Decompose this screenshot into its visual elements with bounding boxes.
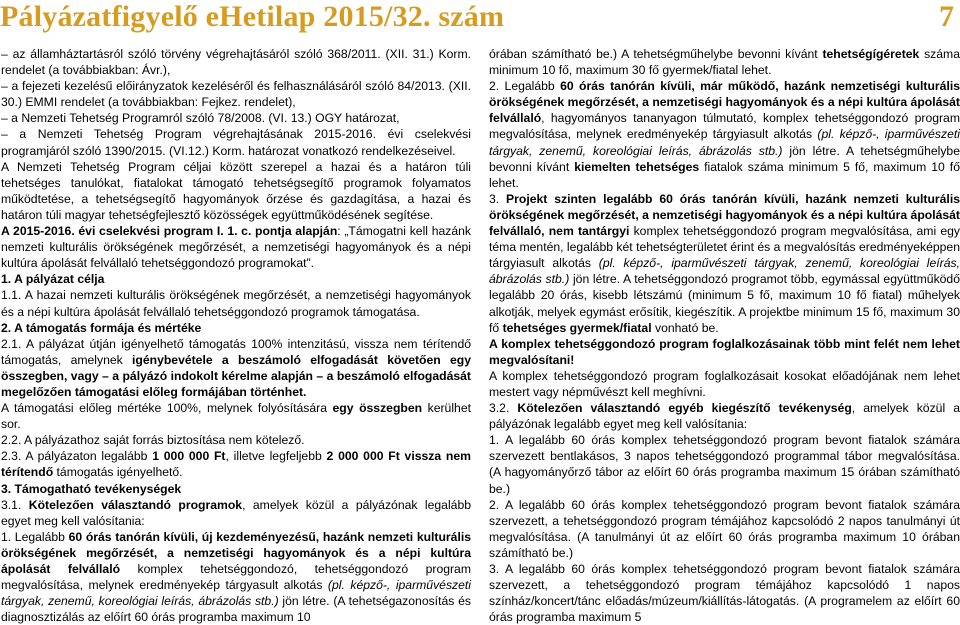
- text-bold: Kötelezően választandó egyéb kiegészítő tevékenység: [517, 401, 852, 416]
- text-bold: kiemelten tehetséges: [574, 159, 700, 174]
- text: , hagyományos tananyagon túlmutató, komplex tehetséggondozó program megvalósítása, melynek eredményekép tárgyiasult alkotás: [489, 111, 960, 142]
- text: kerülhet sor.: [1, 401, 471, 432]
- text: komplex tehetséggondozó, tehetséggondozó program megvalósítása, melynek eredményekép tárgyasult alkotás: [1, 562, 471, 593]
- max-amount: 2 000 000 Ft vissza nem térítendő: [1, 449, 471, 480]
- text: támogatás igényelhető.: [53, 465, 183, 480]
- heading-goal: 1. A pályázat célja: [1, 272, 105, 287]
- text-bold: Kötelezően választandó programok: [28, 497, 243, 512]
- newsletter-title: Pályázatfigyelő eHetilap 2015/32. szám: [0, 0, 505, 33]
- text-bold: Projekt szinten legalább 60 órás tanórán kívüli, hazánk nemzeti kulturális örökségének megőrzését, a nemzetiségi hagyományok és a népi kultúra ápolását felvállaló, nem tantárgyi: [489, 191, 960, 239]
- paragraph-support-form: [1, 336, 471, 400]
- paragraph-program: [1, 223, 471, 271]
- text: komplex tehetséggondozó program megvalósítása, ami egy téma mentén, legalább két tehetségterületet érint és a megvalósítás eredményeképpen tárgyiasult alkotás: [489, 224, 960, 271]
- paragraph-option-1: [1, 529, 471, 625]
- text: , amelyek közül a pályázónak legalább egyet meg kell valósítania:: [1, 497, 472, 528]
- page-header: [0, 0, 960, 40]
- text: A támogatási előleg mértéke 100%, melynek folyósítására: [1, 401, 333, 416]
- program-quote: : „Támogatni kell hazánk nemzeti kulturális örökségének megőrzését, a nemzetiségi hagyományok és a népi kultúra ápolását felvállaló tehetséggondozó programokat”.: [1, 224, 471, 271]
- legal-ref-3: – a Nemzeti Tehetség Programról szóló 78/2008. (VI. 13.) OGY határozat,: [1, 111, 400, 126]
- text-bold: egy összegben: [332, 401, 423, 416]
- page-number: 7: [939, 0, 954, 33]
- paragraph-mandatory: [1, 497, 471, 529]
- paragraph-advance: [1, 400, 471, 432]
- text-bold: tehetségígéretek: [822, 47, 920, 61]
- text: 3.2.: [489, 401, 518, 416]
- min-amount: 1 000 000 Ft: [152, 449, 226, 464]
- right-column: [489, 46, 960, 625]
- text-italic: (pl. képző-, iparművészeti tárgyak, zenemű, koreológiai leírás, ábrázolás stb.): [489, 127, 960, 158]
- heading-activities: 3. Támogatható tevékenységek: [1, 481, 182, 496]
- text: jön létre. (A tehetségazonosítás és diagnosztizálás az előírt 60 órás programba maximum 10: [1, 594, 471, 625]
- paragraph-supp-3: 3. A legalább 60 órás komplex tehetséggondozó program bevont fiatalok számára szervezett, a tehetséggondozó program témájához kapcsolódó 1 napos színház/koncert/tánc előadás/múzeum/kiállítás-látogatás. (A programelem az előírt 60 órás programba maximum 5: [489, 562, 960, 625]
- text: 2. Legalább: [489, 79, 561, 94]
- text-italic: (pl. képző-, iparművészeti tárgyak, zenemű, koreológiai leírás, ábrázolás stb.): [489, 256, 960, 287]
- paragraph-warning: A komplex tehetséggondozó program foglalkozásainak több mint felét nem lehet megvalósítani!: [489, 336, 960, 367]
- left-column: [1, 46, 471, 625]
- legal-ref-4: – a Nemzeti Tehetség Program végrehajtásának 2015-2016. évi cselekvési programjáról szóló 1390/2015. (VI.12.) Korm. határozat vonatkozó rendelkezéseivel.: [1, 127, 471, 158]
- legal-ref-1: – az államháztartásról szóló törvény végrehajtásáról szóló 368/2011. (XII. 31.) Korm. rendelet (a továbbiakban: Ávr.),: [1, 47, 471, 78]
- text: száma minimum 10 fő, maximum 30 fő gyermek/fiatal lehet.: [489, 47, 960, 78]
- text-bold: 60 órás tanórán kívüli, már működő, hazánk nemzetiségi kulturális örökségének megőrzését, a nemzetiségi hagyományok és a népi kultúra ápolását felvállaló: [489, 79, 960, 126]
- text: , illetve legfeljebb: [225, 449, 327, 464]
- text: 2.3. A pályázaton legalább: [1, 449, 153, 464]
- text-bold: 60 órás tanórán kívüli, új kezdeményezésű, hazánk nemzeti kulturális örökségének megőrzését, a nemzetiségi hagyományok és a népi kultúra ápolását felvállaló: [1, 529, 472, 576]
- text: jön létre. A tehetséggondozó programot több, egymással együttműködő legalább 20 órás, kisebb létszámú (minimum 5 fő, maximum 10 fő fiatal) műhelyek alkotják, melyek egymást erősítik, kiegészítik. A projektbe minimum 15 fő, maximum 30 fő: [489, 272, 960, 335]
- text: fiatalok száma minimum 5 fő, maximum 10 fő lehet.: [489, 159, 960, 190]
- paragraph-option-2: [489, 78, 960, 191]
- text: 3.: [489, 191, 507, 206]
- legal-ref-2: – a fejezeti kezelésű előirányzatok kezeléséről és felhasználásáról szóló 84/2013. (XII. 30.) EMMI rendelet (a továbbiakban: Fejkez. rendelet),: [1, 79, 471, 110]
- paragraph-supp-2: 2. A legalább 60 órás komplex tehetséggondozó program bevont fiatalok számára szervezett, a tehetséggondozó program témájához kapcsolódó 2 napos tanulmányi út megvalósítása. (A tanulmányi út az előírt 60 órás programba maximum 10 órában számítható be.): [489, 497, 960, 560]
- text: 2.1. A pályázat útján igényelhető támogatás 100% intenzitású, vissza nem térítendő támogatás, amelynek: [1, 336, 471, 367]
- text: vonható be.: [651, 320, 719, 335]
- paragraph-option-3: [489, 191, 960, 336]
- text-bold: tehetséges gyermek/fiatal: [502, 320, 652, 335]
- text: jön létre. A tehetségműhelybe bevonni kívánt: [489, 143, 960, 174]
- paragraph-own-funds: 2.2. A pályázathoz saját forrás biztosítása nem kötelező.: [1, 433, 305, 448]
- paragraph-goal: 1.1. A hazai nemzeti kulturális örökségének megőrzését, a nemzetiségi hagyományok és a népi kultúra ápolását felvállaló tehetséggondozó programok támogatása.: [1, 288, 471, 319]
- paragraph-performers: A komplex tehetséggondozó program foglalkozásait kosokat előadójának nem lehet mestert vagy népművészt kell meghívni.: [489, 368, 960, 399]
- program-ref: A 2015-2016. évi cselekvési program I. 1. c. pontja alapján: [1, 224, 338, 239]
- paragraph-intro: A Nemzeti Tehetség Program céljai között szerepel a hazai és a határon túli tehetséges tanulókat, fiatalokat támogató tehetségsegítő programok folyamatos működtetése, a tehetségsegítő hagyományok őrzése és gazdagítása, a hazai és határon túli magyar tehetségfejlesztő közösségek együttműködésének segítése.: [1, 159, 471, 222]
- text: órában számítható be.) A tehetségműhelybe bevonni kívánt: [489, 47, 823, 61]
- paragraph-supp-1: 1. A legalább 60 órás komplex tehetséggondozó program bevont fiatalok számára szervezett bentlakásos, 3 napos tehetséggondozó programmal tábor megvalósítása. (A hagyományőrző tábor az előírt 60 órás programba maximum 15 órában számítható be.): [489, 433, 960, 496]
- text-bold: igénybevétele a beszámoló elfogadását követően egy összegben, vagy – a pályázó indokolt kérelme alapján – a beszámoló elfogadását megelőzően támogatási előleg formájában történhet.: [1, 352, 471, 399]
- paragraph-option-1-cont: [489, 46, 960, 78]
- paragraph-amount: [1, 448, 471, 480]
- heading-support: 2. A támogatás formája és mértéke: [1, 320, 202, 335]
- text: 3.1.: [1, 497, 29, 512]
- text: , amelyek közül a pályázónak legalább egyet meg kell valósítania:: [489, 401, 960, 432]
- text: 1. Legalább: [1, 529, 69, 544]
- paragraph-supplementary: [489, 400, 960, 432]
- text-italic: (pl. képző-, iparművészeti tárgyak, zenemű, koreológiai leírás, ábrázolás stb.): [1, 578, 471, 609]
